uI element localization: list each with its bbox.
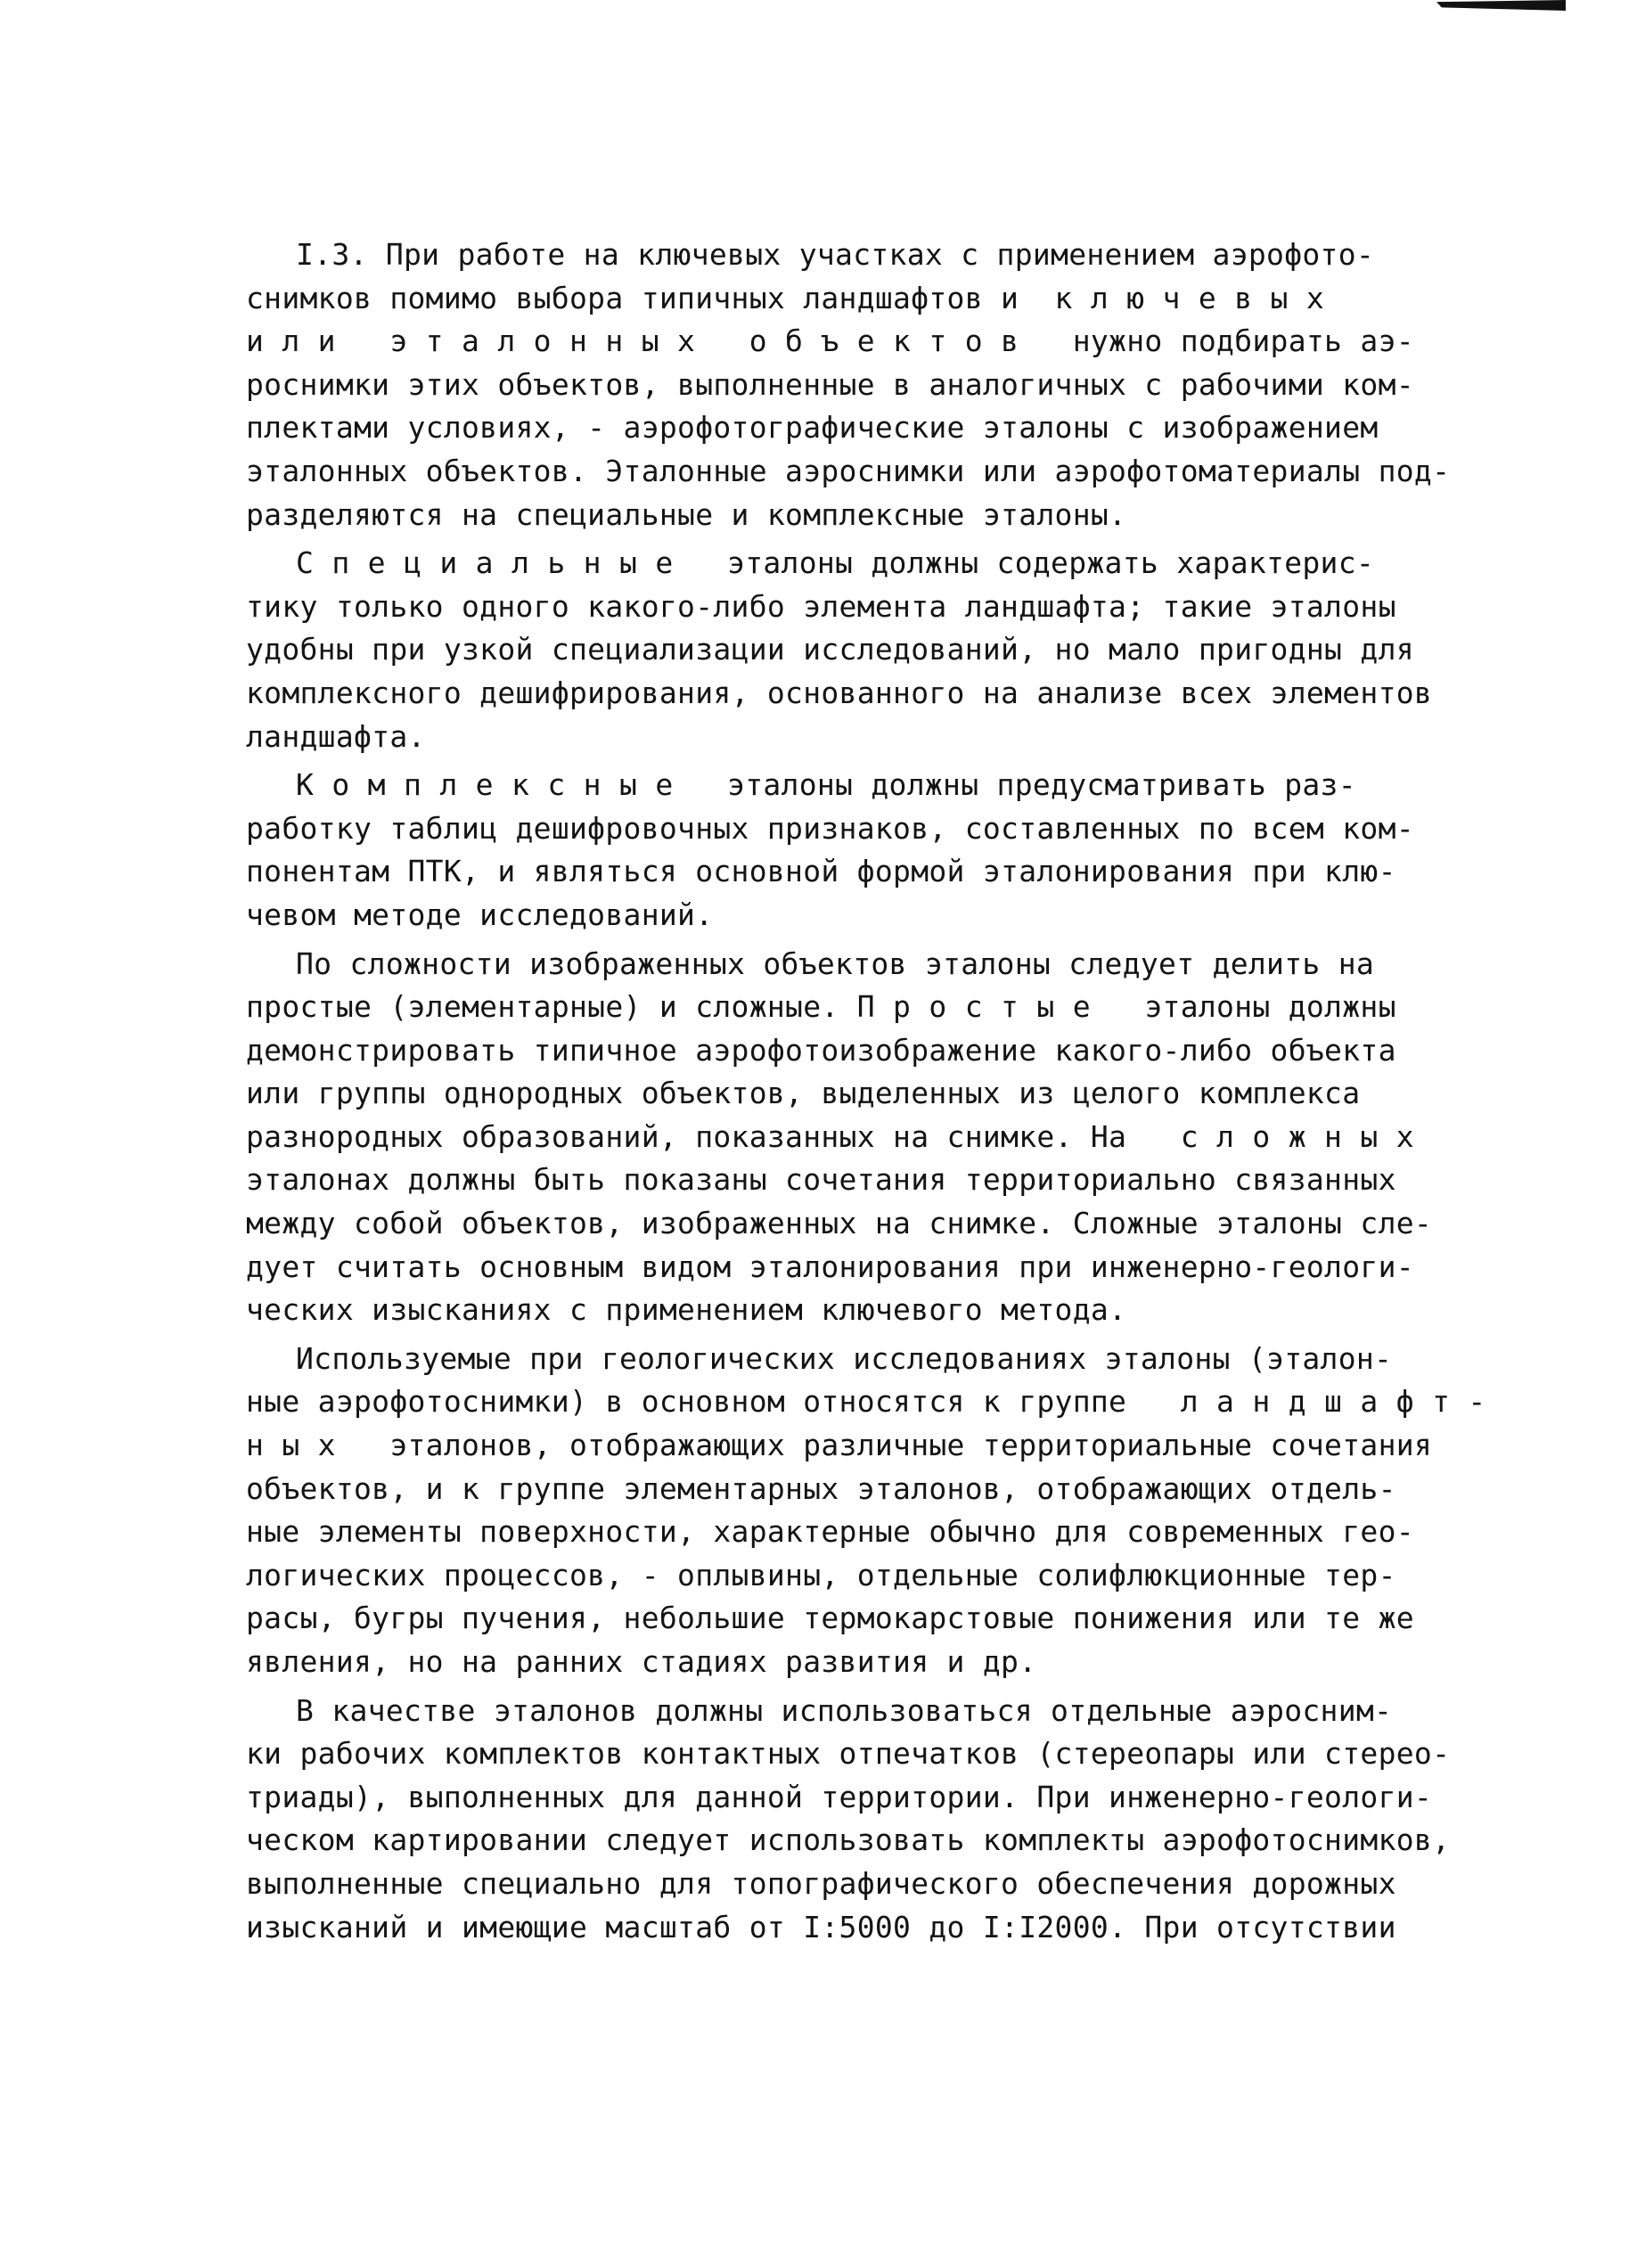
- text-line: и л и э т а л о н н ы х о б ъ е к т о в нужно подбирать аэ-: [246, 323, 1414, 359]
- text-line: логических процессов, - оплывины, отдельные солифлюкционные тер-: [246, 1557, 1396, 1593]
- corner-scan-mark: [1436, 0, 1566, 11]
- text-line: ные элементы поверхности, характерные обычно для современных гео-: [246, 1514, 1414, 1550]
- text-line: снимков помимо выбора типичных ландшафтов и к л ю ч е в ы х: [246, 280, 1325, 315]
- text-line: удобны при узкой специализации исследований, но мало пригодны для: [246, 632, 1414, 667]
- text-line: чевом методе исследований.: [246, 897, 714, 932]
- text-line: ные аэрофотоснимки) в основном относятся к группе л а н д ш а ф т -: [246, 1384, 1486, 1420]
- text-line: ландшафта.: [246, 718, 426, 754]
- text-line: простые (элементарные) и сложные. П р о с т ы е эталоны должны: [246, 989, 1396, 1025]
- text-line: объектов, и к группе элементарных эталонов, отображающих отдель-: [246, 1470, 1396, 1506]
- text-line: эталонных объектов. Эталонные аэроснимки или аэрофотоматериалы под-: [246, 453, 1451, 488]
- text-line: дует считать основным видом эталонирования при инженерно-геологи-: [246, 1249, 1414, 1284]
- text-line: эталонах должны быть показаны сочетания территориально связанных: [246, 1162, 1396, 1198]
- text-line: По сложности изображенных объектов эталоны следует делить на: [296, 946, 1375, 981]
- document-body: [246, 233, 1486, 1949]
- text-line: демонстрировать типичное аэрофотоизображение какого-либо объекта: [246, 1032, 1396, 1068]
- text-line: В качестве эталонов должны использоваться отдельные аэросним-: [296, 1692, 1393, 1728]
- text-line: ческих изысканиях с применением ключевого метода.: [246, 1292, 1127, 1328]
- text-line: К о м п л е к с н ы е эталоны должны предусматривать раз-: [296, 767, 1356, 803]
- text-line: явления, но на ранних стадиях развития и др.: [246, 1644, 1037, 1679]
- text-line: С п е ц и а л ь н ы е эталоны должны содержать характерис-: [296, 545, 1375, 581]
- text-line: разделяются на специальные и комплексные эталоны.: [246, 496, 1127, 532]
- text-line: работку таблиц дешифровочных признаков, составленных по всем ком-: [246, 810, 1414, 846]
- text-line: тику только одного какого-либо элемента ландшафта; такие эталоны: [246, 588, 1396, 624]
- text-line: н ы х эталонов, отображающих различные территориальные сочетания: [246, 1428, 1433, 1463]
- text-line: Используемые при геологических исследованиях эталоны (эталон-: [296, 1340, 1393, 1376]
- text-line: между собой объектов, изображенных на снимке. Сложные эталоны сле-: [246, 1206, 1433, 1241]
- text-line: комплексного дешифрирования, основанного на анализе всех элементов: [246, 675, 1433, 710]
- text-line: ческом картировании следует использовать комплекты аэрофотоснимков,: [246, 1822, 1451, 1858]
- text-line: ки рабочих комплектов контактных отпечатков (стереопары или стерео-: [246, 1736, 1451, 1772]
- text-line: или группы однородных объектов, выделенных из целого комплекса: [246, 1076, 1361, 1111]
- text-line: расы, бугры пучения, небольшие термокарстовые понижения или те же: [246, 1601, 1414, 1636]
- text-line: триады), выполненных для данной территории. При инженерно-геологи-: [246, 1779, 1433, 1814]
- text-line: роснимки этих объектов, выполненные в аналогичных с рабочими ком-: [246, 366, 1414, 402]
- text-line: разнородных образований, показанных на снимке. На с л о ж н ы х: [246, 1118, 1414, 1154]
- text-line: плектами условиях, - аэрофотографические эталоны с изображением: [246, 410, 1379, 446]
- text-line: понентам ПТК, и являться основной формой эталонирования при клю-: [246, 854, 1396, 889]
- text-line: выполненные специально для топографического обеспечения дорожных: [246, 1865, 1396, 1901]
- text-line: изысканий и имеющие масштаб от I:5000 до I:I2000. При отсутствии: [246, 1909, 1396, 1945]
- text-line: I.3. При работе на ключевых участках с применением аэрофото-: [296, 237, 1375, 272]
